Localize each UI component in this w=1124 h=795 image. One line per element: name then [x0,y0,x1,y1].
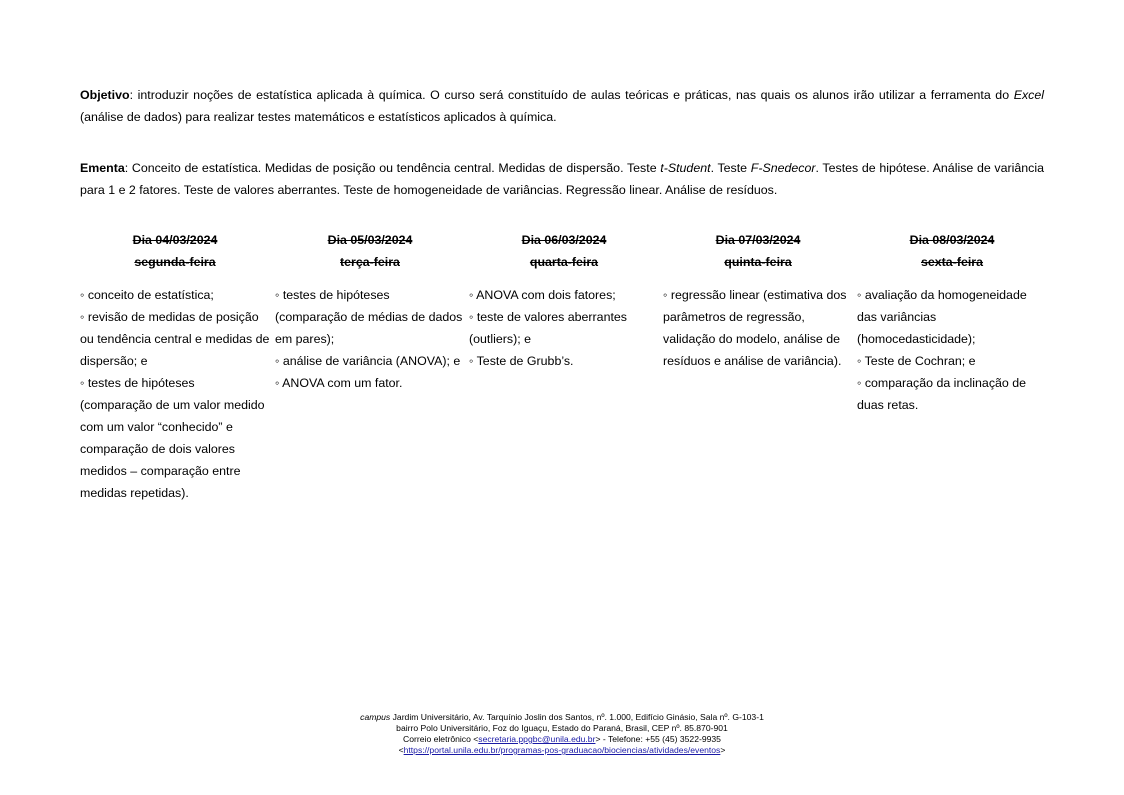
day-weekday: segunda-feira [134,255,216,269]
objetivo-text-2: (análise de dados) para realizar testes matemáticos e estatísticos aplicados à química. [80,110,557,124]
footer-email-suffix: > - Telefone: +55 (45) 3522-9935 [595,734,721,744]
schedule-day-2 [275,229,465,394]
ementa-text-1: : Conceito de estatística. Medidas de posição ou tendência central. Medidas de dispersão. Teste [124,161,661,175]
footer-url-prefix: < [398,745,404,755]
topic-item: ◦ conceito de estatística; [80,288,214,302]
day-date: Dia 06/03/2024 [521,233,607,247]
day-date: Dia 08/03/2024 [909,233,995,247]
schedule-day-1 [80,229,270,504]
day-header [857,229,1047,273]
footer-url-line [0,745,1124,756]
objetivo-label: Objetivo [80,88,130,102]
ementa-paragraph [80,157,1044,201]
ementa-italic-1: t-Student [660,161,711,175]
footer-email-prefix: Correio eletrônico < [403,734,479,744]
topic-item: ◦ testes de hipóteses (comparação de médias de dados em pares); [275,288,463,346]
day-weekday: terça-feira [340,255,400,269]
objetivo-paragraph [80,84,1044,128]
ementa-label: Ementa [80,161,125,175]
day-weekday: quinta-feira [724,255,792,269]
topic-item: ◦ teste de valores aberrantes (outliers); e [469,310,627,346]
day-date: Dia 05/03/2024 [327,233,413,247]
day-topics [469,284,659,372]
topic-item: ◦ ANOVA com um fator. [275,376,403,390]
day-header [275,229,465,273]
topic-item: ◦ testes de hipóteses (comparação de um valor medido com um valor “conhecido” e [80,376,265,434]
topic-item: ◦ Teste de Grubb’s. [469,354,574,368]
ementa-italic-2: F-Snedecor [750,161,816,175]
ementa-text-3: . Testes de hipótese. Análise de variância para 1 e 2 fatores. Teste de valores aberrantes. Teste de homogeneidade de variâncias. Regressão linear. Análise de resíduos. [80,161,1045,197]
day-topics [275,284,465,394]
topic-item: ◦ Teste de Cochran; e [857,354,976,368]
ementa-text-2: . Teste [710,161,751,175]
topic-item: ◦ análise de variância (ANOVA); e [275,354,461,368]
footer-address-line-2: bairro Polo Universitário, Foz do Iguaçu, Estado do Paraná, Brasil, CEP nº. 85.870-901 [396,723,728,733]
footer-url-suffix: > [720,745,726,755]
topic-item: ◦ ANOVA com dois fatores; [469,288,616,302]
topic-item: ◦ avaliação da homogeneidade das variâncias (homocedasticidade); [857,288,1027,346]
day-header [80,229,270,273]
day-topics [80,284,270,504]
objetivo-text-italic: Excel [1013,88,1044,102]
footer-url-link[interactable]: https://portal.unila.edu.br/programas-pos-graduacao/biociencias/atividades/eventos [403,745,721,755]
day-date: Dia 04/03/2024 [132,233,218,247]
schedule-day-4 [663,229,853,372]
footer-campus-label: campus [360,712,391,722]
day-topics [663,284,853,372]
footer-address-line-1 [0,712,1124,723]
day-date: Dia 07/03/2024 [715,233,801,247]
day-weekday: quarta-feira [529,255,599,269]
footer-line-1: Jardim Universitário, Av. Tarquínio Joslin dos Santos, nº. 1.000, Edifício Ginásio, Sala nº. G-103-1 [390,712,764,722]
schedule-day-3 [469,229,659,372]
topic-item: ◦ revisão de medidas de posição ou tendência central e medidas de dispersão; e [80,310,270,368]
topic-item: ◦ regressão linear (estimativa dos parâmetros de regressão, validação do modelo, análise de resíduos e análise de variância). [663,288,847,368]
topic-item: comparação de dois valores medidos – comparação entre medidas repetidas). [80,442,241,500]
objetivo-text-1: : introduzir noções de estatística aplicada à química. O curso será constituído de aulas teóricas e práticas, nas quais os alunos irão utilizar a ferramenta do [129,88,1014,102]
day-weekday: sexta-feira [921,255,983,269]
footer-contact-line [0,734,1124,745]
day-topics [857,284,1047,416]
day-header [469,229,659,273]
schedule-day-5 [857,229,1047,416]
page-footer [0,712,1124,756]
footer-email-link[interactable]: secretaria.ppgbc@unila.edu.br [478,734,596,744]
day-header [663,229,853,273]
topic-item: ◦ comparação da inclinação de duas retas. [857,376,1027,412]
